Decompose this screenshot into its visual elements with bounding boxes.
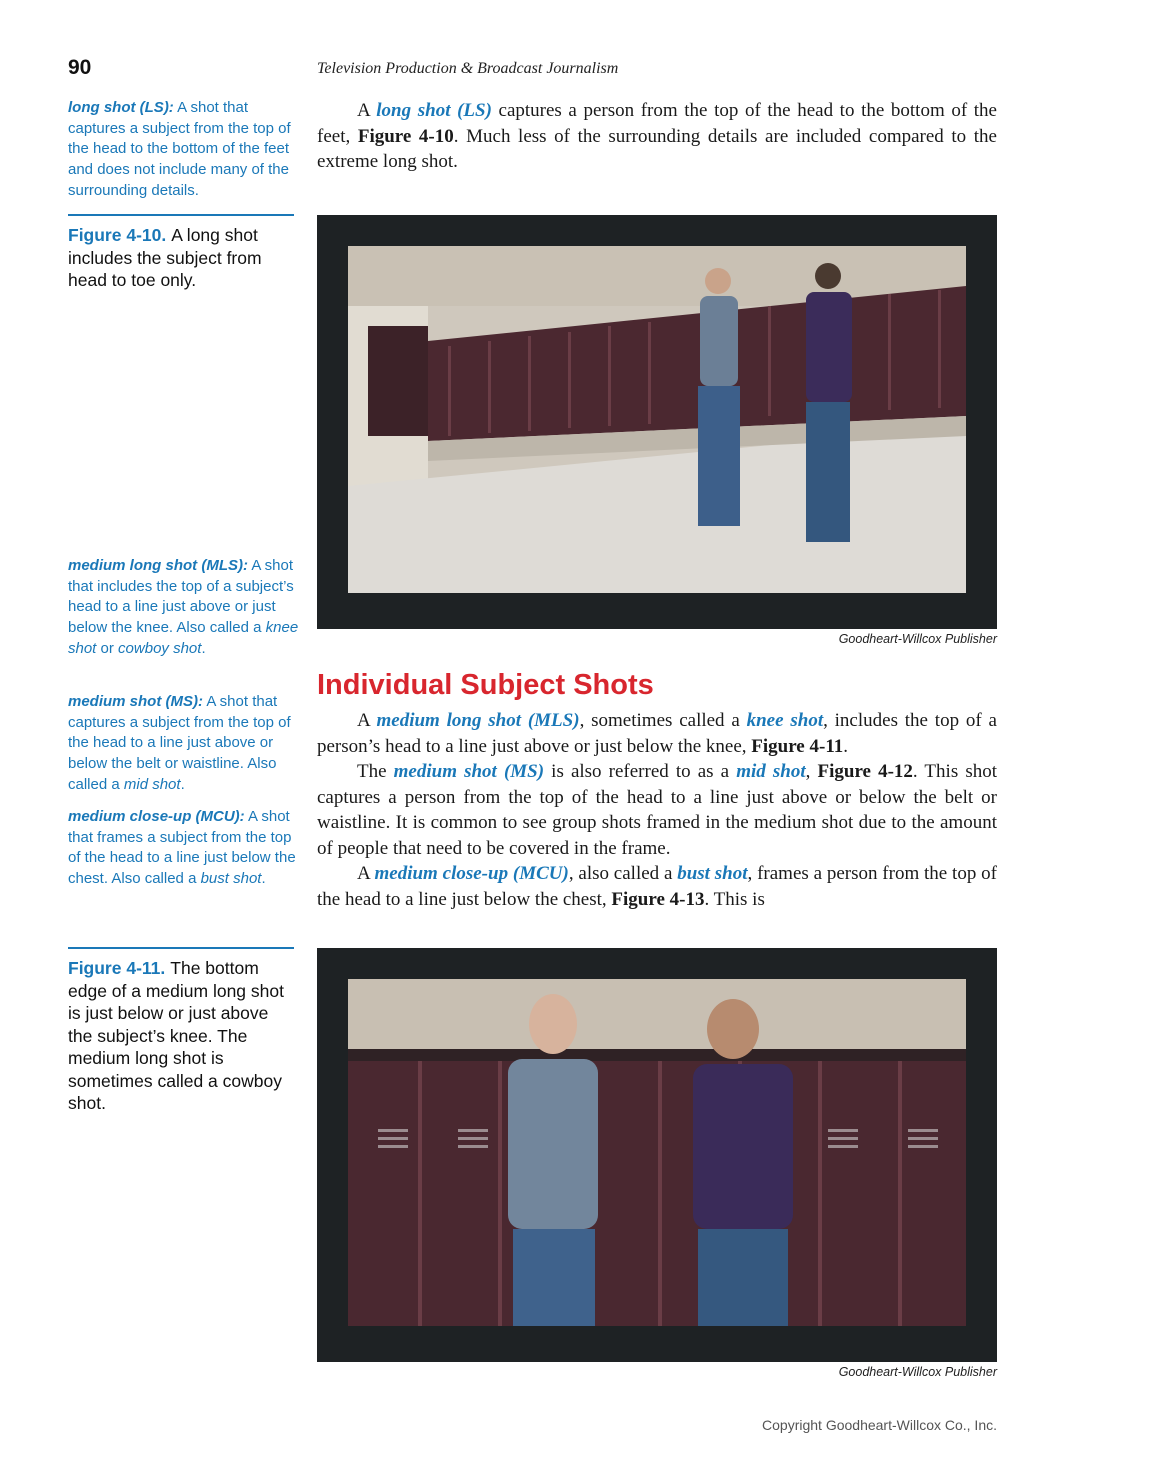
figure-caption-4-11 [68, 957, 290, 1115]
figure-label: Figure 4-10. [68, 225, 167, 245]
glossary-connector: or [96, 639, 119, 657]
text-run: , [805, 761, 818, 782]
glossary-term: medium close-up (MCU): [68, 808, 245, 825]
text-run: captures a person from the top of the head to the bottom of the feet, [317, 100, 997, 147]
body-paragraph-4 [317, 861, 997, 912]
glossary-end: . [261, 870, 266, 888]
glossary-note-long-shot [68, 98, 300, 202]
photo-illustration [348, 979, 966, 1326]
text-run: A [357, 863, 375, 884]
glossary-note-medium-long-shot [68, 556, 300, 660]
text-run: The [357, 761, 394, 782]
key-term: bust shot [677, 863, 748, 884]
text-run: is also referred to as a [544, 761, 737, 782]
body-section [317, 708, 997, 912]
glossary-note-medium-shot [68, 692, 300, 796]
body-paragraph-3 [317, 759, 997, 861]
glossary-definition: A shot that includes the top of a subject’s head to a line just above or just below the knee. Also called a [68, 557, 294, 637]
glossary-end: . [180, 775, 185, 793]
figure-4-11-photo [317, 948, 997, 1362]
glossary-alias: cowboy shot [118, 639, 202, 657]
figure-reference: Figure 4-10 [357, 125, 454, 147]
text-run: . Much less of the surrounding details are included compared to the extreme long shot. [317, 125, 997, 172]
photo-credit: Goodheart-Willcox Publisher [838, 632, 997, 646]
glossary-term: medium shot (MS): [68, 693, 203, 710]
glossary-term: long shot (LS): [68, 99, 174, 116]
glossary-definition: A shot that frames a subject from the top of the head to a line just below the chest. Also called a [68, 808, 296, 888]
photo-credit: Goodheart-Willcox Publisher [838, 1365, 997, 1379]
text-run: . This shot captures a person from the top of the head to a line just above or below the belt or waistline. It is common to see group shots framed in the medium shot due to the amount of people that need to be covered in the frame. [317, 761, 997, 859]
photo-medium-long-shot [348, 979, 966, 1326]
page-number: 90 [68, 56, 92, 79]
key-term: medium shot (MS) [393, 761, 545, 782]
glossary-term: medium long shot (MLS): [68, 557, 248, 574]
figure-reference: Figure 4-13 [611, 888, 705, 910]
body-paragraph-2 [317, 708, 997, 759]
key-term: medium close-up (MCU) [374, 863, 569, 884]
figure-caption-4-10 [68, 224, 290, 292]
key-term: mid shot [736, 761, 806, 782]
glossary-alias: mid shot [123, 775, 181, 793]
glossary-end: . [201, 639, 206, 657]
key-term: long shot (LS) [376, 100, 492, 121]
body-paragraph-1 [317, 98, 997, 175]
text-run: A [357, 100, 377, 121]
glossary-alias: knee shot [68, 619, 299, 657]
figure-reference: Figure 4-12 [817, 761, 913, 782]
glossary-alias: bust shot [200, 870, 262, 888]
caption-text: A long shot includes the subject from head to toe only. [68, 225, 262, 290]
divider [68, 214, 294, 216]
photo-long-shot [348, 246, 966, 593]
copyright-notice: Copyright Goodheart-Willcox Co., Inc. [762, 1417, 997, 1433]
text-run: , frames a person from the top of the head to a line just below the chest, [317, 863, 997, 910]
text-run: , sometimes called a [579, 710, 747, 731]
divider [68, 947, 294, 949]
section-heading: Individual Subject Shots [317, 669, 654, 701]
key-term: knee shot [746, 710, 824, 731]
glossary-definition: A shot that captures a subject from the top of the head to a line just above or below the belt or waistline. Also called a [68, 693, 291, 793]
photo-illustration [348, 246, 966, 593]
running-head: Television Production & Broadcast Journalism [317, 60, 619, 77]
glossary-definition: A shot that captures a subject from the top of the head to the bottom of the feet and does not include many of the surrounding details. [68, 99, 291, 199]
figure-4-10-photo [317, 215, 997, 629]
text-run: A [357, 710, 377, 731]
glossary-note-medium-close-up [68, 807, 300, 890]
figure-reference: Figure 4-11 [751, 735, 844, 757]
text-run: , also called a [568, 863, 678, 884]
figure-label: Figure 4-11. [68, 958, 166, 978]
text-run: . [843, 735, 849, 757]
text-run: , includes the top of a person’s head to a line just above or just below the knee, [317, 710, 997, 757]
caption-text: The bottom edge of a medium long shot is just below or just above the subject’s knee. The medium long shot is sometimes called a cowboy shot. [68, 958, 284, 1113]
key-term: medium long shot (MLS) [376, 710, 580, 731]
text-run: . This is [704, 888, 765, 910]
